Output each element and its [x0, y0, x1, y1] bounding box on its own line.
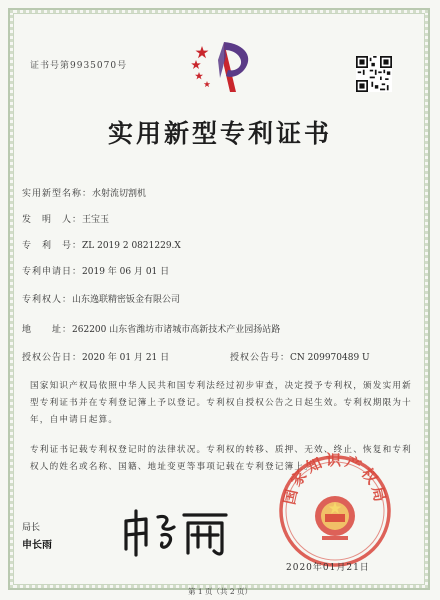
field-patentee [22, 292, 180, 305]
field-label: 授权公告日： [22, 353, 83, 363]
field-value: 山东逸联精密钣金有限公司 [72, 295, 181, 305]
field-value: ZL 2019 2 0821229.X [82, 241, 181, 251]
field-label: 授权公告号： [230, 353, 291, 363]
certificate-title: 实用新型专利证书 [107, 119, 332, 148]
field-value: 2019 年 06 月 01 日 [82, 267, 170, 277]
qr-code-icon [356, 56, 392, 92]
field-utility-model-name [22, 186, 146, 199]
certificate-number: 证书号第9935070号 [30, 61, 128, 71]
field-value: 2020 年 01 月 21 日 [82, 353, 170, 363]
field-value: CN 209970489 U [290, 353, 370, 363]
official-seal-icon [276, 452, 394, 570]
director-title: 局长 [22, 523, 41, 533]
field-label: 地 址： [22, 325, 73, 335]
page-indicator: 第 1 页（共 2 页） [187, 587, 253, 596]
field-grant-date [22, 350, 169, 363]
field-value: 王宝玉 [82, 215, 110, 225]
field-patent-number [22, 238, 181, 251]
field-label: 专利申请日： [22, 267, 83, 277]
field-label: 实用新型名称： [22, 189, 93, 199]
field-label: 发 明 人： [22, 215, 83, 225]
field-announcement-number [230, 350, 370, 363]
paragraph-legal-status: 专利证书记载专利权登记时的法律状况。专利权的转移、质押、无效、终止、恢复和专利权人的姓名或名称、国籍、地址变更等事项记载在专利登记簿上。 [30, 445, 412, 472]
seal-date: 2020年01月21日 [286, 563, 370, 573]
field-label: 专 利 号： [22, 241, 83, 251]
director-signature-icon [118, 505, 238, 559]
paragraph-grant-statement: 国家知识产权局依照中华人民共和国专利法经过初步审查，决定授予专利权，颁发实用新型专利证书并在专利登记簿上予以登记。专利权自授权公告之日起生效。专利权期限为十年，自申请日起算。 [30, 381, 412, 425]
field-filing-date [22, 264, 169, 277]
field-value: 262200 山东省潍坊市诸城市高新技术产业园扬站路 [72, 325, 281, 335]
field-address [22, 322, 280, 335]
field-label: 专利权人： [22, 295, 73, 305]
field-value: 水射流切割机 [92, 189, 147, 199]
cnipa-logo-icon [188, 36, 258, 102]
seal-text: 国家知识产权局 [280, 452, 390, 507]
director-name: 申长雨 [22, 540, 52, 551]
field-inventor [22, 212, 109, 225]
